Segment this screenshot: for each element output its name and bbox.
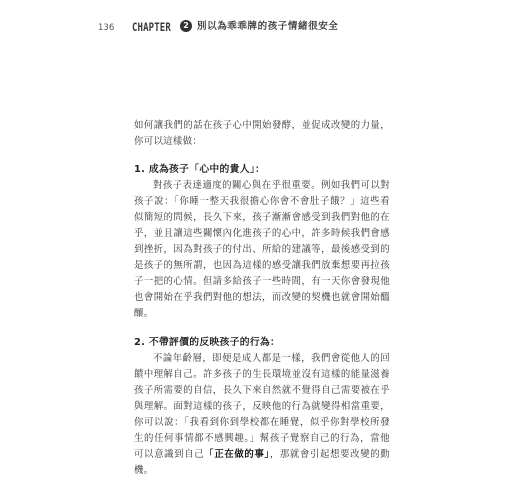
chapter-number-badge: 2: [180, 20, 192, 32]
section-body-2-emphasis: 「正在做的事」: [204, 449, 270, 460]
section-body-1: 對孩子表達適度的關心與在乎很重要。例如我們可以對孩子說：「你睡一整天我很擔心你會不會肚子餓？」這些看似簡短的問候，長久下來，孩子漸漸會感受到我們對他的在乎，並且讓這些關懷內化進孩子的心中，許多時候我們會感到挫折，因為對孩子的付出、所給的建議等，最後感受到的是孩子的無所謂，也因為這樣的感受讓我們放棄想要再拉孩子一把的心情。但請多給孩子一些時間，有一天你會發現他也會開始在乎我們對他的想法，而改變的契機也就會開始醞釀。: [134, 180, 390, 319]
intro-paragraph: 如何讓我們的話在孩子心中開始發酵，並促成改變的力量，你可以這樣做：: [134, 120, 390, 147]
section-body-2-part-1: 不論年齡層，即便是成人都是一樣，我們會從他人的回饋中理解自己。許多孩子的生長環境並沒有這樣的能量滋養孩子所需要的自信，長久下來自然就不覺得自己需要被在乎與理解。面對這樣的孩子，反映他的行為就變得相當重要，你可以說：「我看到你到學校都在睡覺，似乎你對學校所發生的任何事情都不感興趣。」幫孩子覺察自己的行為，當他可以意識到自己: [134, 353, 390, 460]
section-body-2-part-2: ，那就會引起想要改變的動機。: [134, 449, 391, 476]
chapter-label: CHAPTER: [132, 20, 171, 34]
section-body-2: [134, 351, 390, 479]
body-text: [134, 118, 390, 479]
section-gap: [134, 322, 390, 335]
running-header: [0, 20, 520, 40]
page-number: 136: [98, 23, 115, 33]
chapter-title: 別以為乖乖牌的孩子情緒很安全: [197, 21, 339, 32]
section-heading-1: 1. 成為孩子「心中的貴人」：: [134, 164, 266, 175]
section-heading-2: 2. 不帶評價的反映孩子的行為：: [134, 337, 281, 348]
